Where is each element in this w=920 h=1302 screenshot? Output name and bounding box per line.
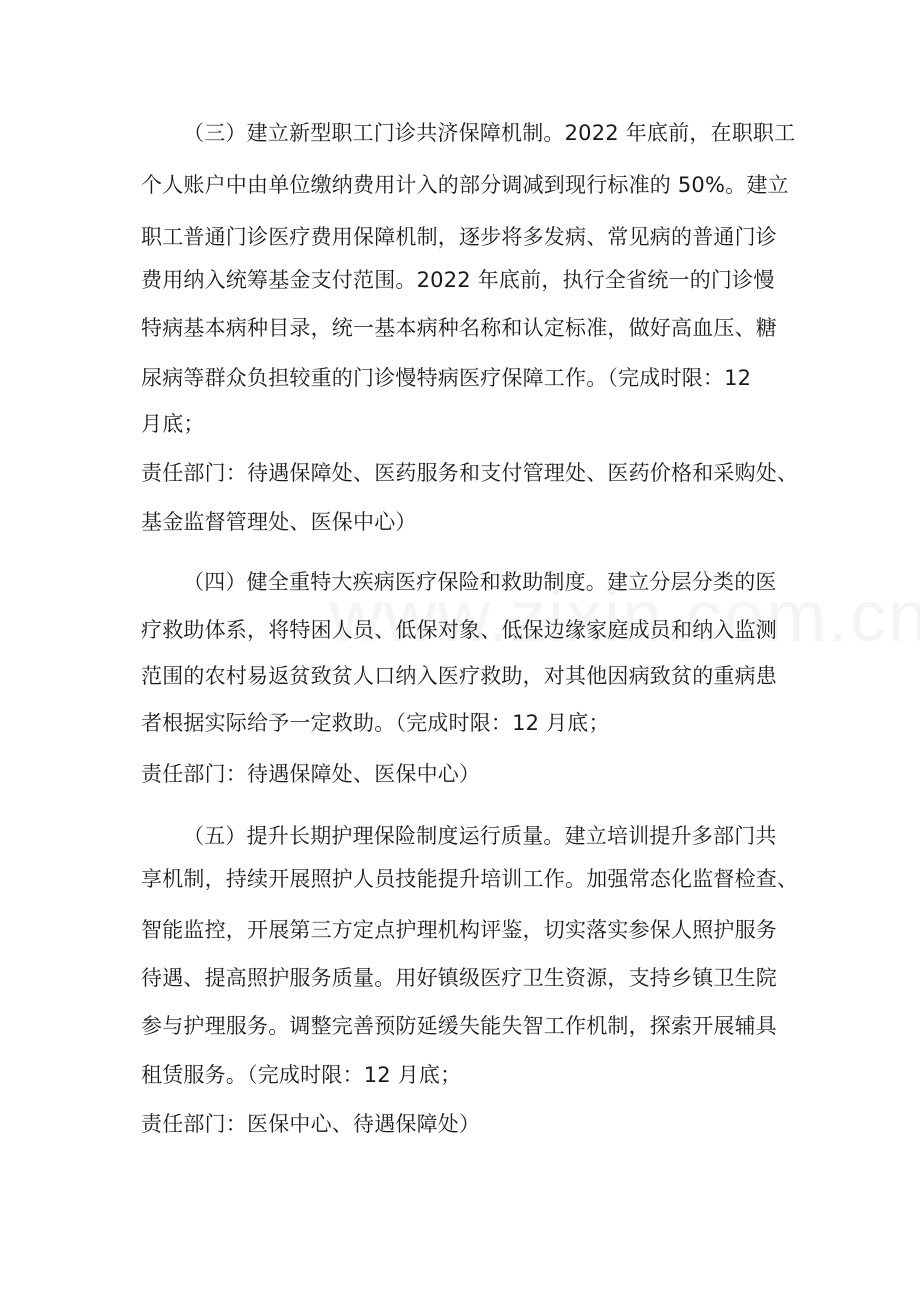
paragraph-line: 参与护理服务。调整完善预防延缓失能失智工作机制，探索开展辅具 [141,1014,777,1038]
paragraph-line: 智能监控，开展第三方定点护理机构评鉴，切实落实参保人照护服务 [141,918,777,942]
paragraph-line: 租赁服务。（完成时限：12 月底； [141,1063,462,1087]
paragraph-line: 月底； [141,412,205,436]
paragraph-line: 范围的农村易返贫致贫人口纳入医疗救助，对其他因病致贫的重病患 [141,664,777,688]
paragraph-line: 费用纳入统筹基金支付范围。2022 年底前，执行全省统一的门诊慢 [141,268,775,292]
paragraph-line: 个人账户中由单位缴纳费用计入的部分调减到现行标准的 50%。建立 [141,173,789,197]
paragraph-line: 者根据实际给予一定救助。（完成时限：12 月底； [141,711,610,735]
paragraph-line: 职工普通门诊医疗费用保障机制，逐步将多发病、常见病的普通门诊 [141,225,777,249]
paragraph-line: （五）提升长期护理保险制度运行质量。建立培训提升多部门共 [183,824,777,848]
responsibility-line: 基金监督管理处、医保中心） [141,510,417,534]
paragraph-line: （三）建立新型职工门诊共济保障机制。2022 年底前，在职职工 [183,121,796,145]
responsibility-line: 责任部门：待遇保障处、医保中心） [141,762,481,786]
responsibility-line: 责任部门：待遇保障处、医药服务和支付管理处、医药价格和采购处、 [141,461,799,485]
paragraph-line: 享机制，持续开展照护人员技能提升培训工作。加强常态化监督检查、 [141,867,799,891]
paragraph-line: 待遇、提高照护服务质量。用好镇级医疗卫生资源，支持乡镇卫生院 [141,966,777,990]
paragraph-line: （四）健全重特大疾病医疗保险和救助制度。建立分层分类的医 [183,570,777,594]
paragraph-line: 特病基本病种目录，统一基本病种名称和认定标准，做好高血压、糖 [141,316,777,340]
paragraph-line: 尿病等群众负担较重的门诊慢特病医疗保障工作。（完成时限：12 [141,366,752,390]
paragraph-line: 疗救助体系，将特困人员、低保对象、低保边缘家庭成员和纳入监测 [141,618,777,642]
responsibility-line: 责任部门：医保中心、待遇保障处） [141,1112,481,1136]
